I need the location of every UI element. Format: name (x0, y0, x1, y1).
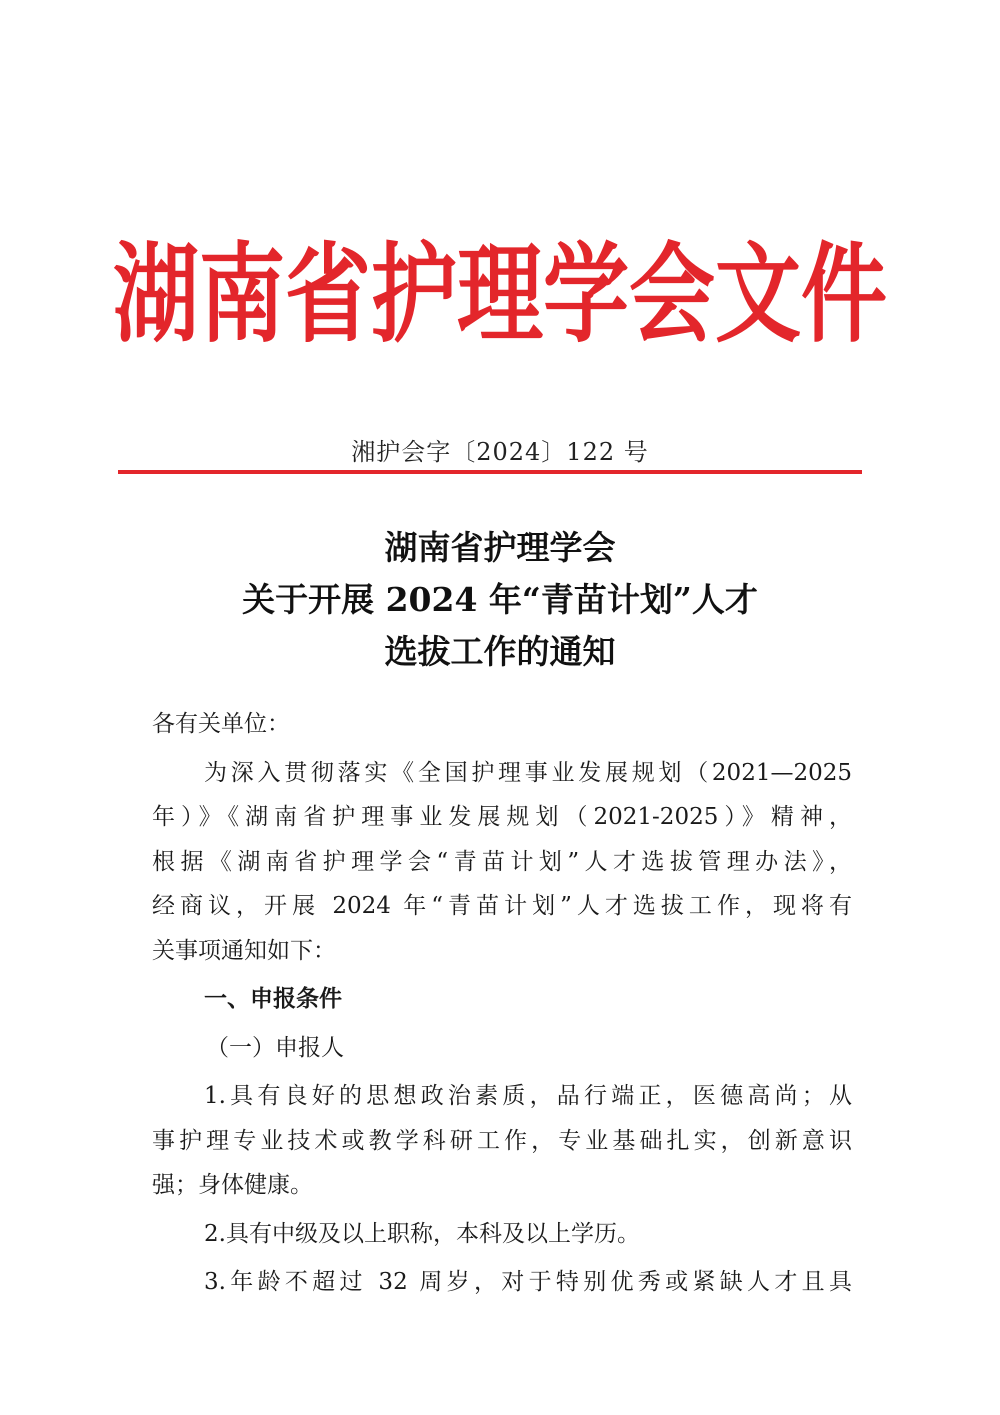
notice-title-line-1: 湖南省护理学会 (384, 528, 616, 567)
subsection-heading: （一）申报人 (206, 1034, 344, 1061)
notice-body (152, 702, 852, 1305)
paragraph-line: 为深入贯彻落实《全国护理事业发展规划（2021—2025 (204, 759, 852, 786)
paragraph-line: 2.具有中级及以上职称，本科及以上学历。 (204, 1220, 640, 1247)
paragraph-line: 年）》《湖南省护理事业发展规划（2021-2025）》精神， (152, 804, 852, 830)
notice-title-line-3: 选拔工作的通知 (384, 632, 616, 671)
document-number: 湘护会字〔2024〕122 号 (351, 438, 649, 466)
notice-title (0, 522, 1000, 678)
paragraph-line: 关事项通知如下： (152, 937, 336, 964)
paragraph-line: 事护理专业技术或教学科研工作，专业基础扎实，创新意识 (152, 1127, 852, 1154)
salutation: 各有关单位： (152, 711, 290, 737)
paragraph-line: 强；身体健康。 (152, 1172, 313, 1198)
section-heading: 一、申报条件 (204, 986, 342, 1012)
notice-title-line-2: 关于开展 2024 年“青苗计划”人才 (242, 580, 758, 619)
red-divider-line (118, 470, 862, 474)
paragraph-line: 1.具有良好的思想政治素质，品行端正，医德高尚；从 (204, 1083, 852, 1109)
paragraph-line: 根据《湖南省护理学会“青苗计划”人才选拔管理办法》， (152, 848, 852, 875)
paragraph-line: 经商议，开展 2024 年“青苗计划”人才选拔工作，现将有 (152, 893, 852, 919)
paragraph-line: 3.年龄不超过 32 周岁，对于特别优秀或紧缺人才且具 (204, 1269, 852, 1295)
masthead-title: 湖南省护理学会文件 (113, 232, 887, 358)
